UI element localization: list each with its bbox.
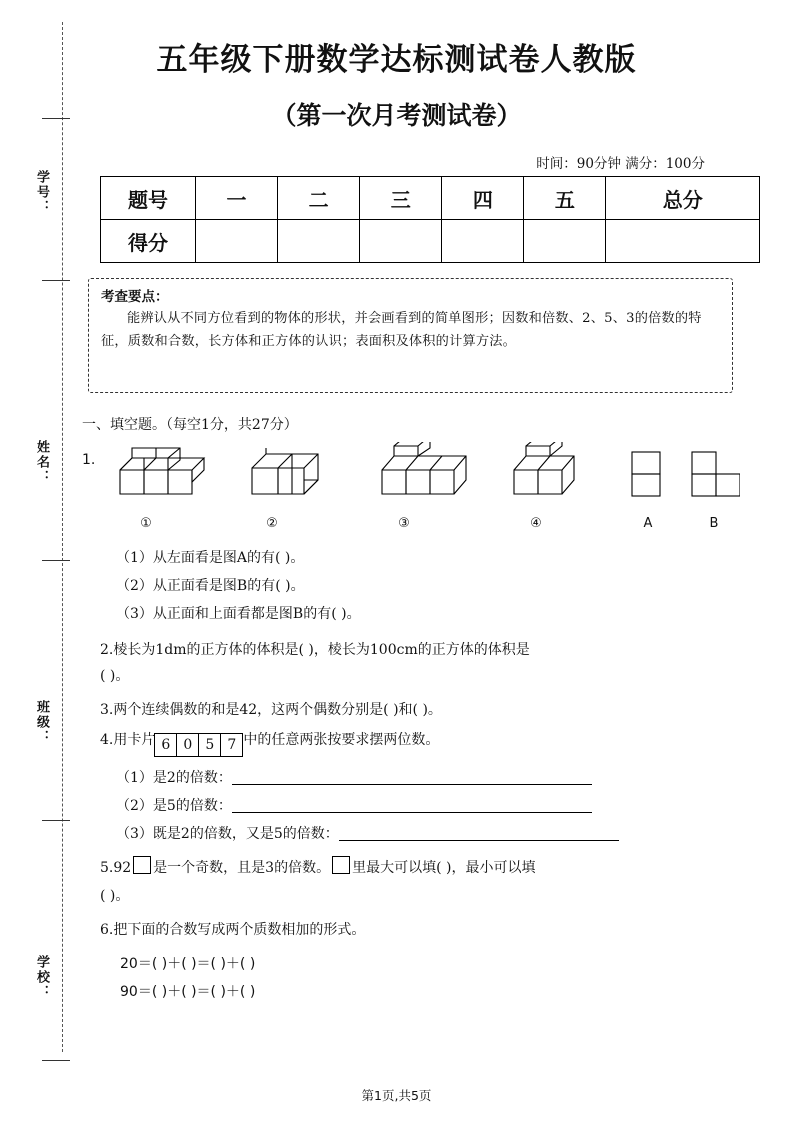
question-6-row-2: 90＝( )＋( )＝( )＋( )	[120, 984, 256, 1000]
side-rule	[42, 1060, 70, 1061]
figure-caption-a: A	[643, 516, 653, 531]
side-label-name: 姓名：	[34, 440, 49, 485]
question-5-part-2: 是一个奇数，且是3的倍数。	[153, 860, 331, 876]
figure-caption-b: B	[709, 516, 719, 531]
score-cell-4[interactable]	[442, 220, 524, 263]
question-1-sub-3: （3）从正面和上面看都是图B的有( )。	[116, 606, 361, 622]
blank-box-icon[interactable]	[332, 856, 350, 874]
number-card-2[interactable]: 0	[176, 733, 199, 757]
question-3: 3.两个连续偶数的和是42，这两个偶数分别是( )和( )。	[100, 702, 442, 718]
question-5-line-1	[100, 856, 535, 881]
number-card-4[interactable]: 7	[220, 733, 243, 757]
question-2-line-2: ( )。	[100, 668, 130, 684]
side-label-group	[18, 0, 62, 1122]
score-table-row-label: 得分	[101, 220, 196, 263]
question-4-sub-2-label: （2）是5的倍数：	[116, 798, 232, 814]
key-points-box	[88, 278, 733, 393]
question-1-figures	[100, 442, 740, 537]
number-card-group	[155, 728, 243, 757]
side-label-class: 班级：	[34, 700, 49, 745]
side-rule	[42, 560, 70, 561]
score-table-col-total: 总分	[606, 177, 760, 220]
question-4-sub-3	[116, 822, 619, 847]
score-cell-total[interactable]	[606, 220, 760, 263]
question-5-part-3: 里最大可以填( )，最小可以填	[352, 860, 536, 876]
left-dashed-divider	[62, 22, 63, 1052]
table-row	[101, 220, 760, 263]
key-points-title: 考查要点：	[101, 289, 169, 305]
side-label-student-id: 学号：	[34, 170, 49, 215]
answer-line[interactable]	[232, 797, 592, 813]
question-5-part-1: 5.92	[100, 860, 132, 876]
figure-caption-1: ①	[140, 516, 152, 531]
question-4-lead-before: 4.用卡片	[100, 732, 156, 748]
blank-box-icon[interactable]	[133, 856, 151, 874]
number-card-3[interactable]: 5	[198, 733, 221, 757]
question-2-line-1: 2.棱长为1dm的正方体的体积是( )，棱长为100cm的正方体的体积是	[100, 642, 530, 658]
answer-line[interactable]	[339, 825, 619, 841]
question-4-sub-1-label: （1）是2的倍数：	[116, 770, 232, 786]
number-card-1[interactable]: 6	[154, 733, 177, 757]
question-4-sub-3-label: （3）既是2的倍数，又是5的倍数：	[116, 826, 339, 842]
table-row	[101, 177, 760, 220]
side-rule	[42, 820, 70, 821]
score-table	[100, 176, 760, 263]
question-4-sub-2	[116, 794, 592, 819]
score-cell-3[interactable]	[360, 220, 442, 263]
figure-caption-3: ③	[398, 516, 410, 531]
section-heading-fill-blank: 一、填空题。（每空1分，共27分）	[82, 417, 298, 433]
question-1-sub-1: （1）从左面看是图A的有( )。	[116, 550, 305, 566]
score-table-col-1: 一	[196, 177, 278, 220]
question-1-sub-2: （2）从正面看是图B的有( )。	[116, 578, 305, 594]
score-table-row-label: 题号	[101, 177, 196, 220]
score-table-col-3: 三	[360, 177, 442, 220]
score-cell-1[interactable]	[196, 220, 278, 263]
answer-line[interactable]	[232, 769, 592, 785]
side-label-school: 学校：	[34, 955, 49, 1000]
score-table-col-2: 二	[278, 177, 360, 220]
score-cell-5[interactable]	[524, 220, 606, 263]
exam-info: 时间：90分钟 满分：100分	[536, 156, 705, 172]
score-table-col-5: 五	[524, 177, 606, 220]
question-6-lead: 6.把下面的合数写成两个质数相加的形式。	[100, 922, 366, 938]
side-rule	[42, 280, 70, 281]
question-4-lead	[100, 728, 439, 757]
score-table-col-4: 四	[442, 177, 524, 220]
page-subtitle: （第一次月考测试卷）	[271, 101, 522, 130]
key-points-body: 能辨认从不同方位看到的物体的形状，并会画看到的简单图形；因数和倍数、2、5、3的倍数的特征，质数和合数，长方体和正方体的认识；表面积及体积的计算方法。	[101, 311, 702, 349]
question-6-row-1: 20＝( )＋( )＝( )＋( )	[120, 956, 256, 972]
question-4-sub-1	[116, 766, 592, 791]
question-1-number: 1.	[82, 452, 96, 468]
figure-caption-2: ②	[266, 516, 278, 531]
score-cell-2[interactable]	[278, 220, 360, 263]
page-title: 五年级下册数学达标测试卷人教版	[156, 42, 637, 78]
question-5-line-2: ( )。	[100, 888, 130, 904]
page-footer: 第1页,共5页	[361, 1088, 432, 1103]
question-4-lead-after: 中的任意两张按要求摆两位数。	[243, 732, 440, 748]
figure-caption-4: ④	[530, 516, 542, 531]
